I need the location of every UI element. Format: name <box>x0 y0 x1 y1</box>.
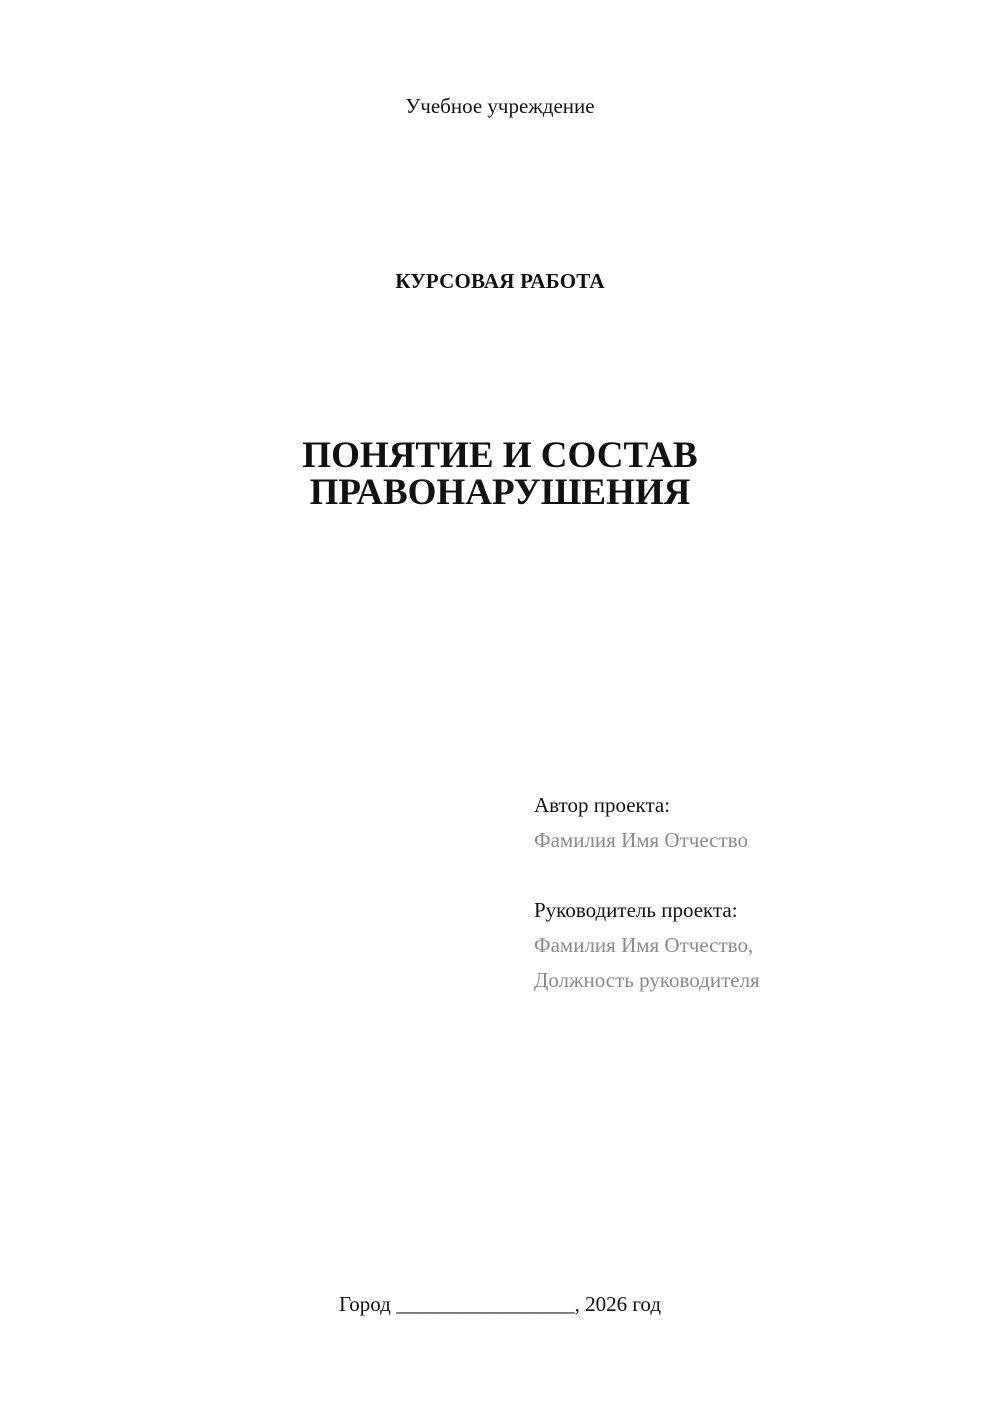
author-label: Автор проекта: <box>534 793 671 817</box>
supervisor-name: Фамилия Имя Отчество, <box>534 933 754 957</box>
supervisor-label: Руководитель проекта: <box>534 898 738 922</box>
title-line: ПРАВОНАРУШЕНИЯ <box>309 472 691 513</box>
supervisor-position: Должность руководителя <box>534 968 760 992</box>
author-name: Фамилия Имя Отчество <box>534 828 748 852</box>
institution-name: Учебное учреждение <box>405 94 595 118</box>
document-title <box>0 437 1000 511</box>
credits-spacer <box>534 858 760 893</box>
title-line: ПОНЯТИЕ И СОСТАВ <box>302 435 698 476</box>
work-type-heading: КУРСОВАЯ РАБОТА <box>395 269 605 293</box>
credits-block <box>534 788 760 998</box>
city-year-footer: Город _________________, 2026 год <box>338 1292 662 1316</box>
